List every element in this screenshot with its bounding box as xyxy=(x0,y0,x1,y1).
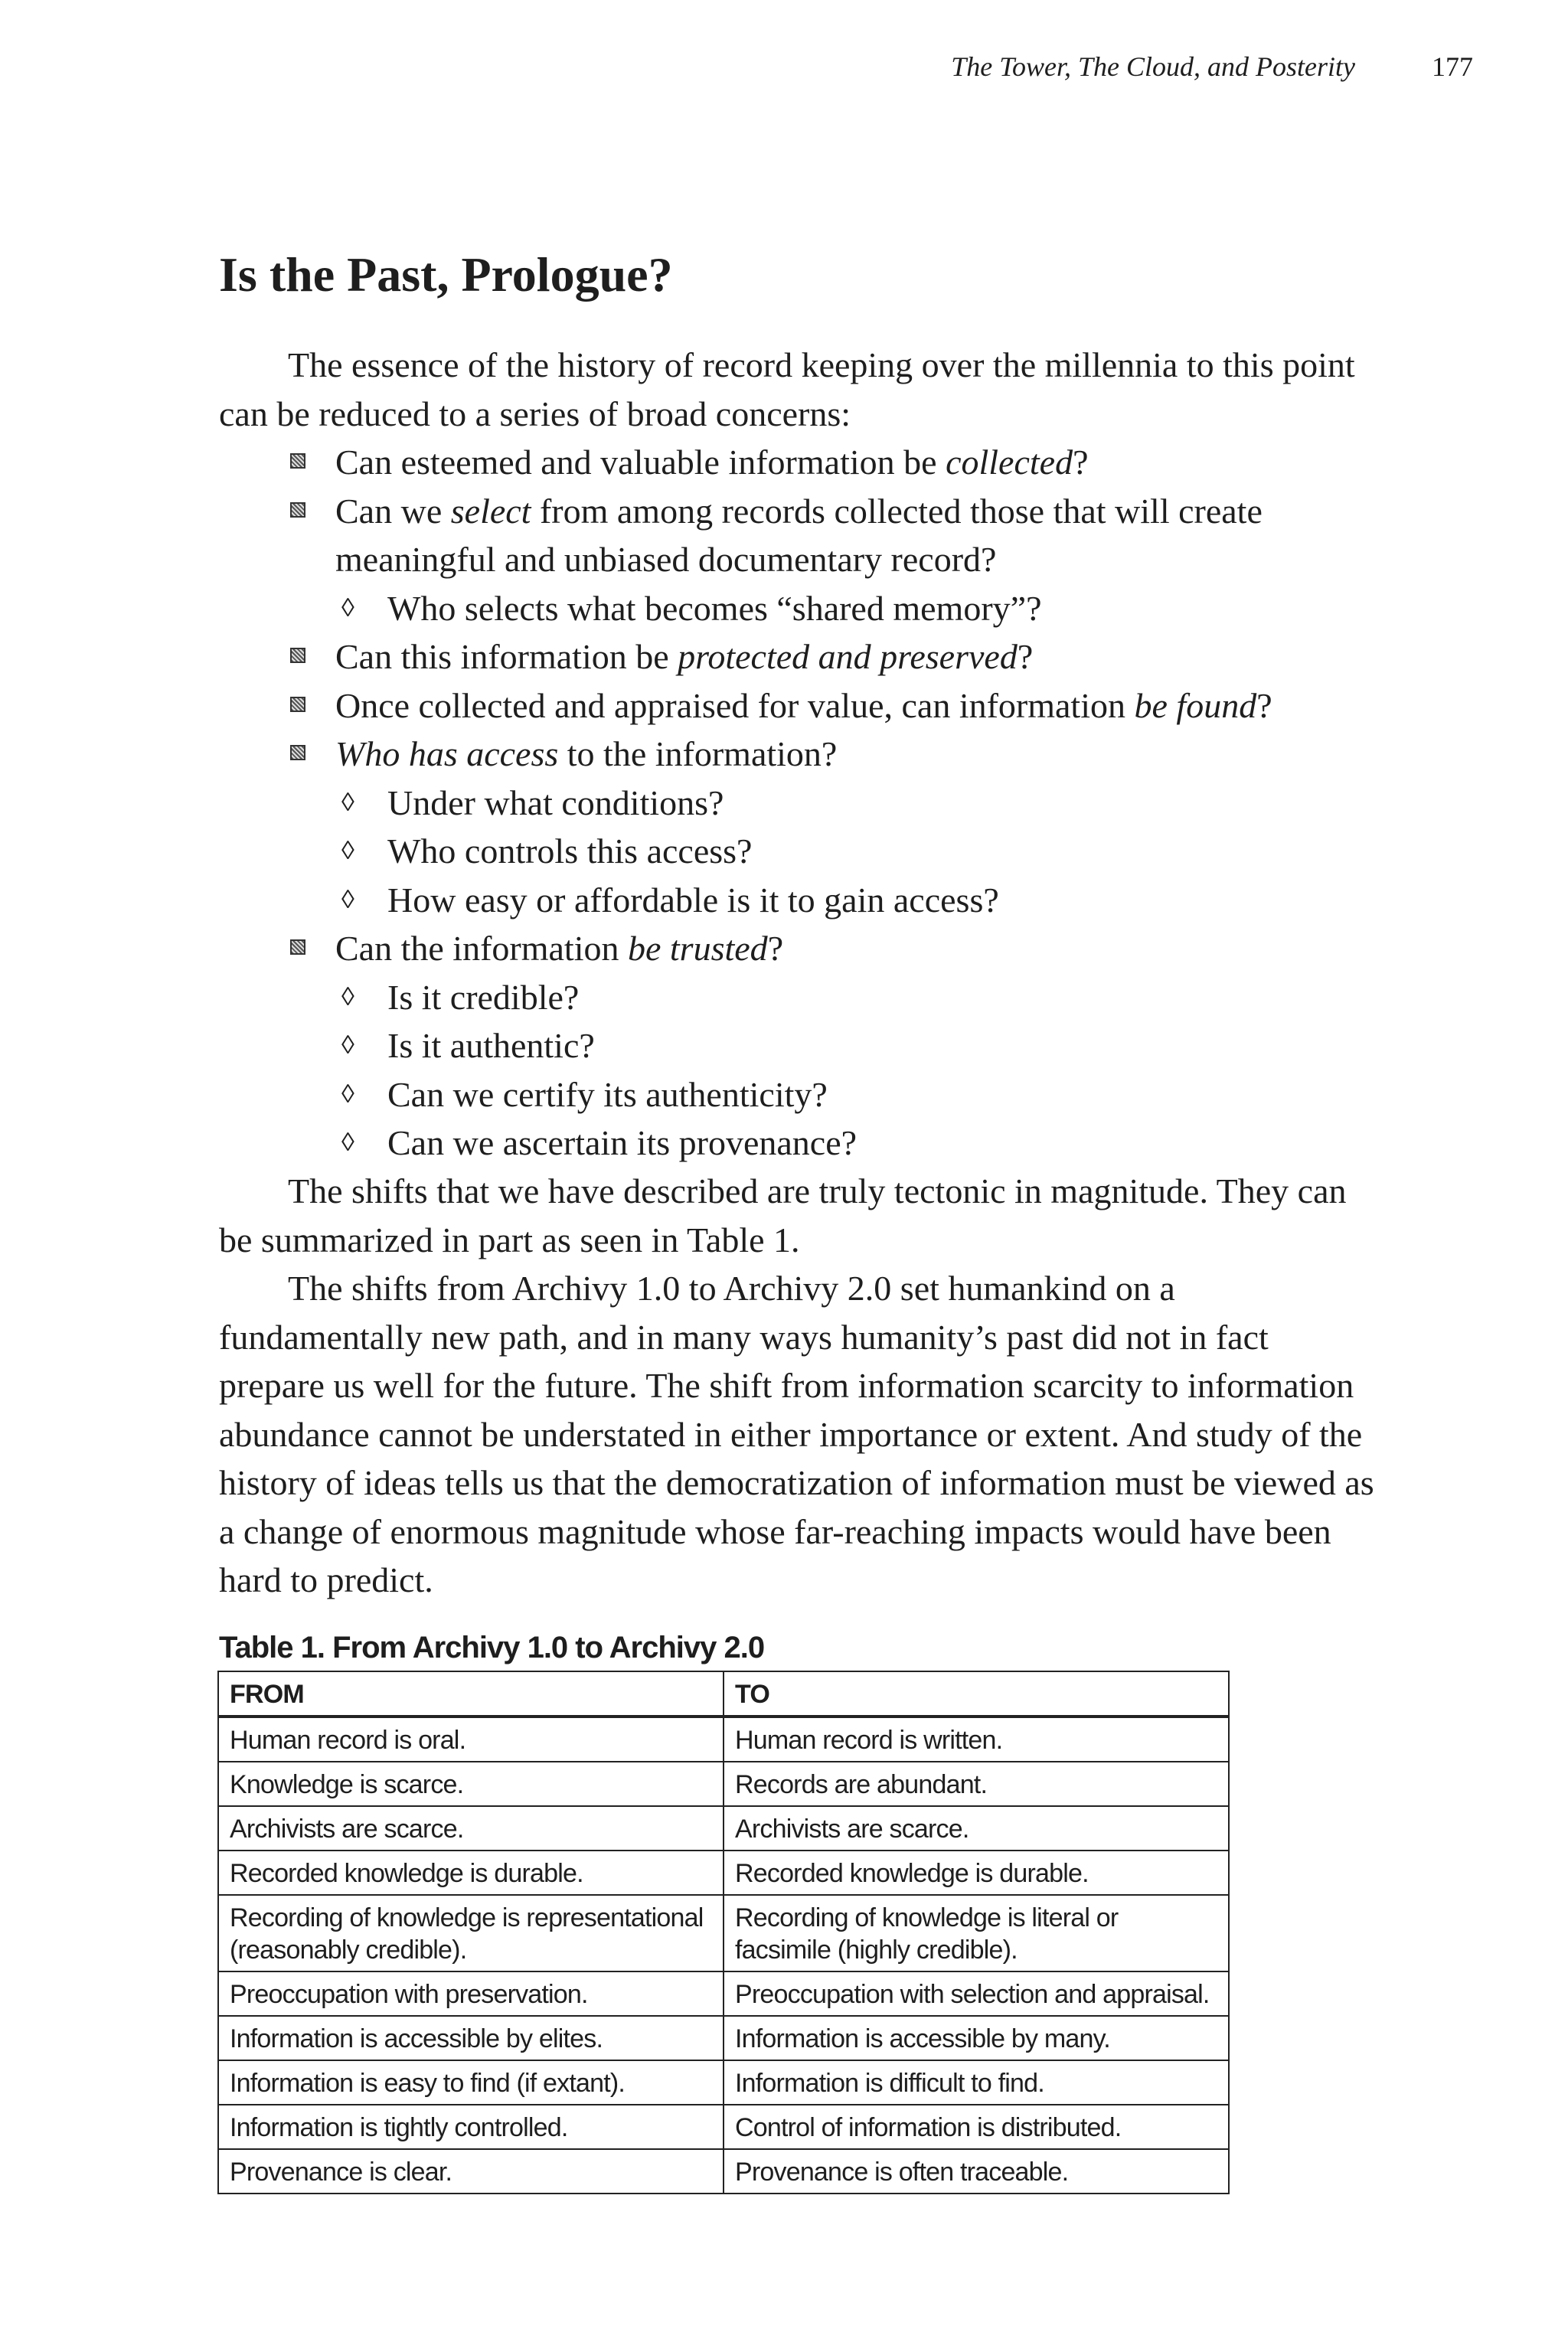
square-bullet-icon xyxy=(290,648,305,663)
table-cell-to: Information is difficult to find. xyxy=(724,2060,1229,2105)
diamond-bullet-icon: ◊ xyxy=(341,982,354,1011)
archivy-table xyxy=(217,1671,1230,2194)
concerns-list xyxy=(219,438,1383,1168)
diamond-bullet-icon: ◊ xyxy=(341,593,354,622)
sub-question-text: Under what conditions? xyxy=(387,782,724,822)
intro-paragraph: The essence of the history of record keeping over the millennia to this point can be reduced to a series of broad concerns: xyxy=(219,345,1355,433)
sub-question-item xyxy=(219,584,1383,633)
table-row xyxy=(218,2060,1229,2105)
section-title: Is the Past, Prologue? xyxy=(219,247,673,302)
table-cell-from: Recorded knowledge is durable. xyxy=(218,1851,724,1895)
diamond-bullet-icon: ◊ xyxy=(341,1080,354,1109)
table-header-to: TO xyxy=(724,1671,1229,1717)
square-bullet-icon xyxy=(290,697,305,712)
concern-text: ? xyxy=(1073,443,1089,482)
table-cell-from: Information is accessible by elites. xyxy=(218,2016,724,2060)
sub-question-item xyxy=(219,1070,1383,1119)
sub-question-text: Is it credible? xyxy=(387,977,580,1017)
table-body xyxy=(218,1717,1229,2194)
sub-question-text: Who controls this access? xyxy=(387,831,753,871)
table-cell-from: Recording of knowledge is representational (reasonably credible). xyxy=(218,1895,724,1971)
table-cell-to: Preoccupation with selection and appraisal. xyxy=(724,1971,1229,2016)
page-number: 177 xyxy=(1432,51,1473,82)
concern-item xyxy=(219,681,1383,730)
paragraph-shifts: The shifts that we have described are truly tectonic in magnitude. They can be summarized in part as seen in Table 1. xyxy=(219,1171,1347,1259)
paragraph-archivy: The shifts from Archivy 1.0 to Archivy 2.0 set humankind on a fundamentally new path, and in many ways humanity’s past did not in fact prepare us well for the future. The shift from information scarcity to information abundance cannot be understated in either importance or extent. And study of the history of ideas tells us that the democratization of information must be viewed as a change of enormous magnitude whose far-reaching impacts would have been hard to predict. xyxy=(219,1269,1374,1599)
table-header-from: FROM xyxy=(218,1671,724,1717)
table-cell-from: Preoccupation with preservation. xyxy=(218,1971,724,2016)
table-row xyxy=(218,2105,1229,2149)
concern-text: ? xyxy=(1017,637,1034,676)
table-cell-to: Provenance is often traceable. xyxy=(724,2149,1229,2194)
concern-text: ? xyxy=(1256,685,1272,725)
diamond-bullet-icon: ◊ xyxy=(341,837,354,865)
table-row xyxy=(218,1717,1229,1762)
table-row xyxy=(218,1762,1229,1806)
concern-item xyxy=(219,924,1383,973)
table-cell-to: Human record is written. xyxy=(724,1717,1229,1762)
sub-question-item xyxy=(219,876,1383,925)
concern-text: Once collected and appraised for value, can information xyxy=(335,685,1135,725)
concern-text: Can esteemed and valuable information be xyxy=(335,443,946,482)
sub-question-item xyxy=(219,779,1383,828)
sub-question-item xyxy=(219,1119,1383,1168)
square-bullet-icon xyxy=(290,745,305,760)
concern-item xyxy=(219,632,1383,681)
table-cell-from: Knowledge is scarce. xyxy=(218,1762,724,1806)
concern-text: to the information? xyxy=(558,734,838,773)
table-cell-from: Provenance is clear. xyxy=(218,2149,724,2194)
table-cell-from: Archivists are scarce. xyxy=(218,1806,724,1851)
sub-question-item xyxy=(219,827,1383,876)
sub-question-text: Who selects what becomes “shared memory”? xyxy=(387,588,1042,628)
concern-text: Can we xyxy=(335,491,451,531)
table-cell-from: Information is easy to find (if extant). xyxy=(218,2060,724,2105)
concern-text: from among records collected those that will create meaningful and unbiased documentary record? xyxy=(335,491,1263,579)
sub-question-text: Can we certify its authenticity? xyxy=(387,1074,828,1114)
concern-item xyxy=(219,438,1383,487)
table-row xyxy=(218,1895,1229,1971)
table-row xyxy=(218,1851,1229,1895)
square-bullet-icon xyxy=(290,502,305,518)
table-header-row xyxy=(218,1671,1229,1717)
concern-text: ? xyxy=(767,929,784,968)
table-cell-to: Records are abundant. xyxy=(724,1762,1229,1806)
diamond-bullet-icon: ◊ xyxy=(341,885,354,914)
sub-question-item xyxy=(219,1021,1383,1070)
sub-question-text: Is it authentic? xyxy=(387,1026,595,1065)
running-head: The Tower, The Cloud, and Posterity xyxy=(951,51,1355,82)
table-cell-to: Archivists are scarce. xyxy=(724,1806,1229,1851)
concern-text: Can this information be xyxy=(335,637,678,676)
concern-emphasis: select xyxy=(450,491,531,531)
concern-item xyxy=(219,487,1383,584)
concern-emphasis: be trusted xyxy=(627,929,768,968)
concern-emphasis: protected and preserved xyxy=(678,637,1018,676)
table-row xyxy=(218,1971,1229,2016)
diamond-bullet-icon: ◊ xyxy=(341,1129,354,1157)
table-cell-to: Recording of knowledge is literal or facsimile (highly credible). xyxy=(724,1895,1229,1971)
sub-question-text: Can we ascertain its provenance? xyxy=(387,1123,858,1162)
table-cell-to: Information is accessible by many. xyxy=(724,2016,1229,2060)
table-row xyxy=(218,2016,1229,2060)
sub-question-text: How easy or affordable is it to gain access? xyxy=(387,880,999,920)
table-cell-to: Recorded knowledge is durable. xyxy=(724,1851,1229,1895)
concern-text: Can the information xyxy=(335,929,628,968)
table-row xyxy=(218,1806,1229,1851)
table-cell-from: Information is tightly controlled. xyxy=(218,2105,724,2149)
sub-question-item xyxy=(219,973,1383,1022)
square-bullet-icon xyxy=(290,453,305,469)
diamond-bullet-icon: ◊ xyxy=(341,1031,354,1060)
table-row xyxy=(218,2149,1229,2194)
concern-item xyxy=(219,730,1383,779)
concern-emphasis: Who has access xyxy=(335,734,559,773)
square-bullet-icon xyxy=(290,939,305,955)
table-title: Table 1. From Archivy 1.0 to Archivy 2.0 xyxy=(219,1631,765,1664)
concern-emphasis: be found xyxy=(1134,685,1257,725)
table-cell-to: Control of information is distributed. xyxy=(724,2105,1229,2149)
table-cell-from: Human record is oral. xyxy=(218,1717,724,1762)
concern-emphasis: collected xyxy=(946,443,1073,482)
diamond-bullet-icon: ◊ xyxy=(341,788,354,817)
